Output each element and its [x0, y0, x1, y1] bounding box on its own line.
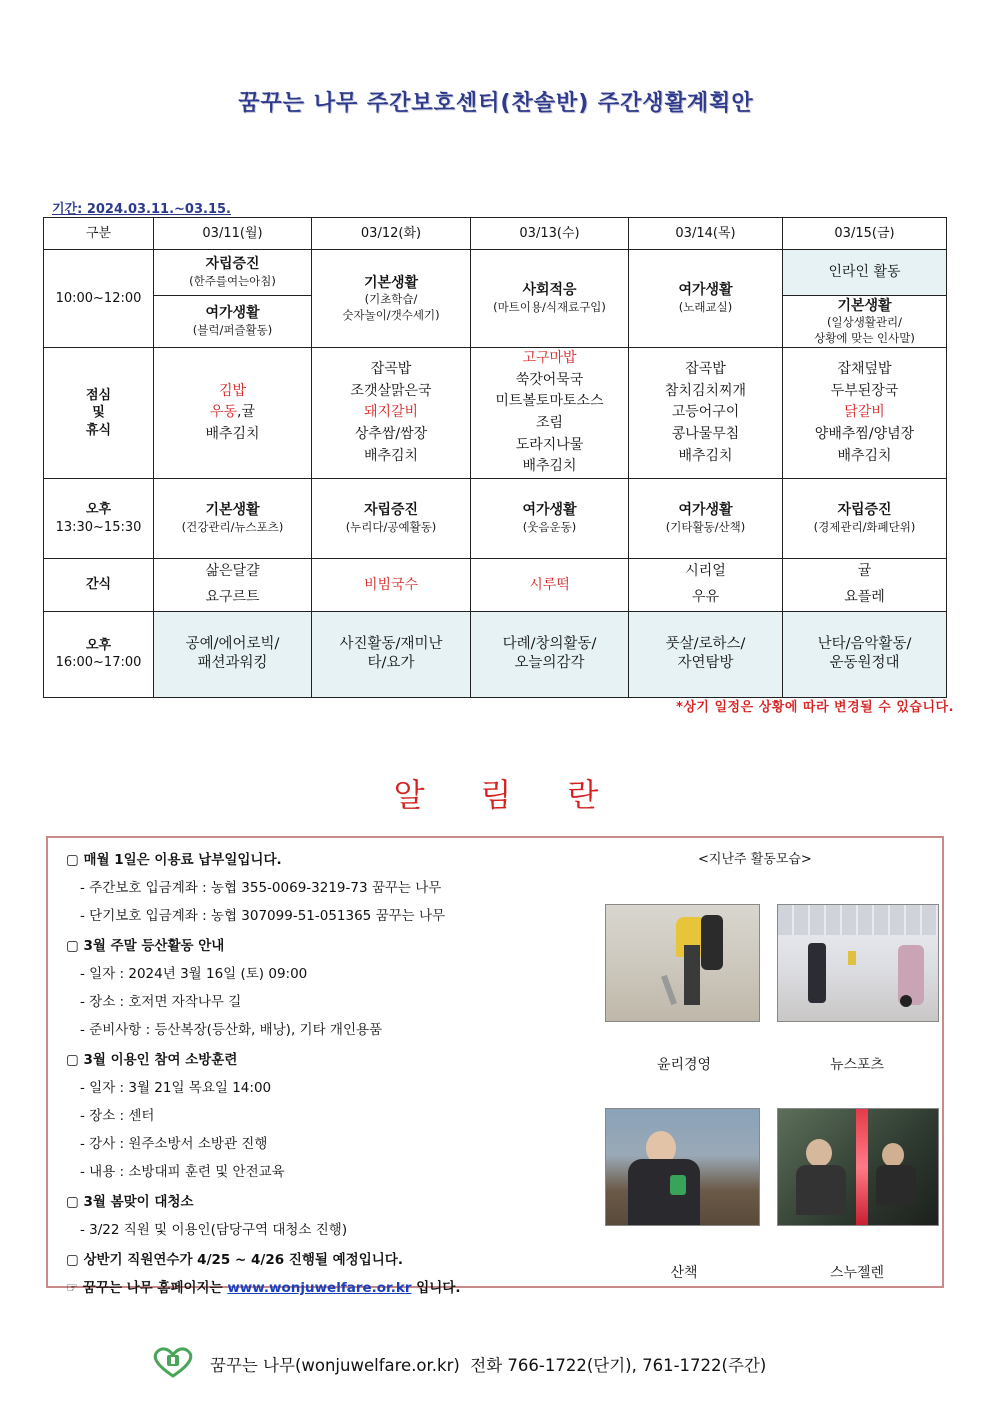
- mon-morning-a: [154, 250, 312, 296]
- activity-sub: (기초학습/: [364, 292, 418, 307]
- notice-line: - 준비사항 : 등산복장(등산화, 배낭), 기타 개인용품: [80, 1022, 383, 1038]
- notice-line: - 3/22 직원 및 이용인(담당구역 대청소 진행): [80, 1222, 348, 1238]
- late-afternoon-row: [44, 611, 947, 697]
- footer: [150, 1346, 766, 1382]
- schedule-change-note: *상기 일정은 상황에 따라 변경될 수 있습니다.: [676, 700, 954, 715]
- afternoon-row: [44, 479, 947, 559]
- fri-late: 난타/음악활동/ 운동원정대: [783, 611, 947, 697]
- thu-late: 풋살/로하스/ 자연탐방: [629, 611, 783, 697]
- notice-heading: ▢ 상반기 직원연수가 4/25 ~ 4/26 진행될 예정입니다.: [66, 1252, 403, 1268]
- late-time: 오후 16:00~17:00: [44, 611, 154, 697]
- header-day: 03/13(수): [471, 218, 629, 250]
- activity-main: 여가생활: [678, 282, 733, 299]
- page-title: 꿈꾸는 나무 주간보호센터(찬솔반) 주간생활계획안: [238, 91, 754, 116]
- activity-main: 자립증진: [205, 256, 260, 273]
- photo-caption: 스누젤렌: [829, 1265, 885, 1281]
- wed-snack: 시루떡: [471, 559, 629, 612]
- tue-snack: 비빔국수: [312, 559, 471, 612]
- activity-main: 기본생활: [363, 274, 419, 291]
- snack-row: [44, 559, 947, 612]
- mon-snack: 삶은달걀 요구르트: [154, 559, 312, 612]
- activity-main: 기본생활: [837, 297, 892, 314]
- header-day: 03/11(월): [154, 218, 312, 250]
- activity-main: 여가생활: [205, 305, 260, 322]
- menu-item: 우동: [209, 404, 238, 421]
- header-day: 03/14(목): [629, 218, 783, 250]
- fri-afternoon: 자립증진 (경제관리/화폐단위): [783, 479, 947, 559]
- mon-morning-b: [154, 296, 312, 348]
- snack-label: 간식: [44, 559, 154, 612]
- fri-morning-a: [783, 250, 947, 296]
- wed-late: 다례/창의활동/ 오늘의감각: [471, 611, 629, 697]
- thu-morning: [629, 250, 783, 348]
- notice-line: - 단기보호 입금계좌 : 농협 307099-51-051365 꿈꾸는 나무: [80, 908, 446, 924]
- mon-lunch: [154, 348, 312, 479]
- activity-sub: (일상생활관리/: [826, 315, 902, 330]
- weekly-schedule-table: [43, 217, 947, 698]
- menu-item: ,귤: [237, 404, 256, 421]
- lunch-row: [44, 348, 947, 479]
- thu-afternoon: 여가생활 (기타활동/산책): [629, 479, 783, 559]
- menu-item: 배추김치: [205, 425, 260, 442]
- homepage-link[interactable]: www.wonjuwelfare.or.kr: [227, 1280, 412, 1296]
- photo-caption: 윤리경영: [656, 1057, 712, 1073]
- activity-sub: 숫자놀이/갯수세기): [342, 307, 440, 322]
- tue-afternoon: 자립증진 (누리다/공예활동): [312, 479, 471, 559]
- lunch-label: 점심 및 휴식: [44, 348, 154, 479]
- photo-newsports: [777, 904, 939, 1022]
- wed-lunch: 고구마밥 쑥갓어묵국 미트볼토마토소스 조림 도라지나물 배추김치: [471, 348, 629, 479]
- notice-heading: ▢ 3월 주말 등산활동 안내: [66, 938, 225, 954]
- thu-lunch: 잡곡밥 참치김치찌개 고등어구이 콩나물무침 배추김치: [629, 348, 783, 479]
- activity-sub: (노래교실): [678, 300, 733, 315]
- photos-caption: <지난주 활동모습>: [698, 852, 812, 867]
- tue-morning: [312, 250, 471, 348]
- tue-late: 사진활동/재미난 타/요가: [312, 611, 471, 697]
- notice-line: - 강사 : 원주소방서 소방관 진행: [80, 1136, 268, 1152]
- header-day: 03/15(금): [783, 218, 947, 250]
- activity-sub: 상황에 맞는 인사말): [814, 330, 915, 345]
- photo-caption: 뉴스포츠: [829, 1057, 885, 1073]
- heart-logo-icon: [150, 1346, 196, 1382]
- menu-item: 김밥: [218, 382, 247, 399]
- notice-heading: ▢ 3월 봄맞이 대청소: [66, 1194, 194, 1210]
- fri-morning-b: [783, 296, 947, 348]
- activity-main: 인라인 활동: [828, 264, 901, 281]
- photo-caption: 산책: [670, 1265, 698, 1281]
- notice-line: - 일자 : 2024년 3월 16일 (토) 09:00: [80, 966, 308, 982]
- homepage-line: ☞ 꿈꾸는 나무 홈페이지는 www.wonjuwelfare.or.kr 입니다.: [66, 1280, 461, 1296]
- notice-box: [46, 836, 944, 1296]
- footer-text: 꿈꾸는 나무(wonjuwelfare.or.kr) 전화 766-1722(단기), 761-1722(주간): [210, 1356, 767, 1375]
- activity-sub: (한주를여는아침): [189, 274, 276, 289]
- tue-lunch: 잡곡밥 조갯살맑은국 돼지갈비 상추쌈/쌈장 배추김치: [312, 348, 471, 479]
- photo-ethics: [605, 904, 760, 1022]
- fri-snack: 귤 요플레: [783, 559, 947, 612]
- table-header-row: [44, 218, 947, 250]
- afternoon-time: 오후 13:30~15:30: [44, 479, 154, 559]
- notice-line: - 주간보호 입금계좌 : 농협 355-0069-3219-73 꿈꾸는 나무: [80, 880, 442, 896]
- notice-line: - 일자 : 3월 21일 목요일 14:00: [80, 1080, 272, 1096]
- notice-line: - 장소 : 호저면 자작나무 길: [80, 994, 242, 1010]
- fri-lunch: 잡채덮밥 두부된장국 닭갈비 양배추찜/양념장 배추김치: [783, 348, 947, 479]
- activity-sub: (마트이용/식재료구입): [493, 300, 606, 315]
- mon-late: 공예/에어로빅/ 패션과워킹: [154, 611, 312, 697]
- notice-list: [66, 848, 586, 1296]
- notice-heading: ▢ 매월 1일은 이용료 납부일입니다.: [66, 852, 282, 868]
- photo-walk: [605, 1108, 760, 1226]
- notice-line: - 내용 : 소방대피 훈련 및 안전교육: [80, 1164, 285, 1180]
- wed-morning: [471, 250, 629, 348]
- morning-row: [44, 250, 947, 296]
- wed-afternoon: 여가생활 (웃음운동): [471, 479, 629, 559]
- header-label: 구분: [44, 218, 154, 250]
- period-label: 기간: 2024.03.11.~03.15.: [52, 202, 231, 217]
- activity-sub: (블럭/퍼즐활동): [192, 323, 273, 338]
- mon-afternoon: 기본생활 (건강관리/뉴스포츠): [154, 479, 312, 559]
- header-day: 03/12(화): [312, 218, 471, 250]
- activity-main: 사회적응: [522, 282, 577, 299]
- notice-line: - 장소 : 센터: [80, 1108, 155, 1124]
- photo-snoezelen: [777, 1108, 939, 1226]
- notice-title: 알림란: [393, 776, 655, 814]
- thu-snack: 시리얼 우유: [629, 559, 783, 612]
- notice-heading: ▢ 3월 이용인 참여 소방훈련: [66, 1052, 238, 1068]
- morning-time: 10:00~12:00: [44, 250, 154, 348]
